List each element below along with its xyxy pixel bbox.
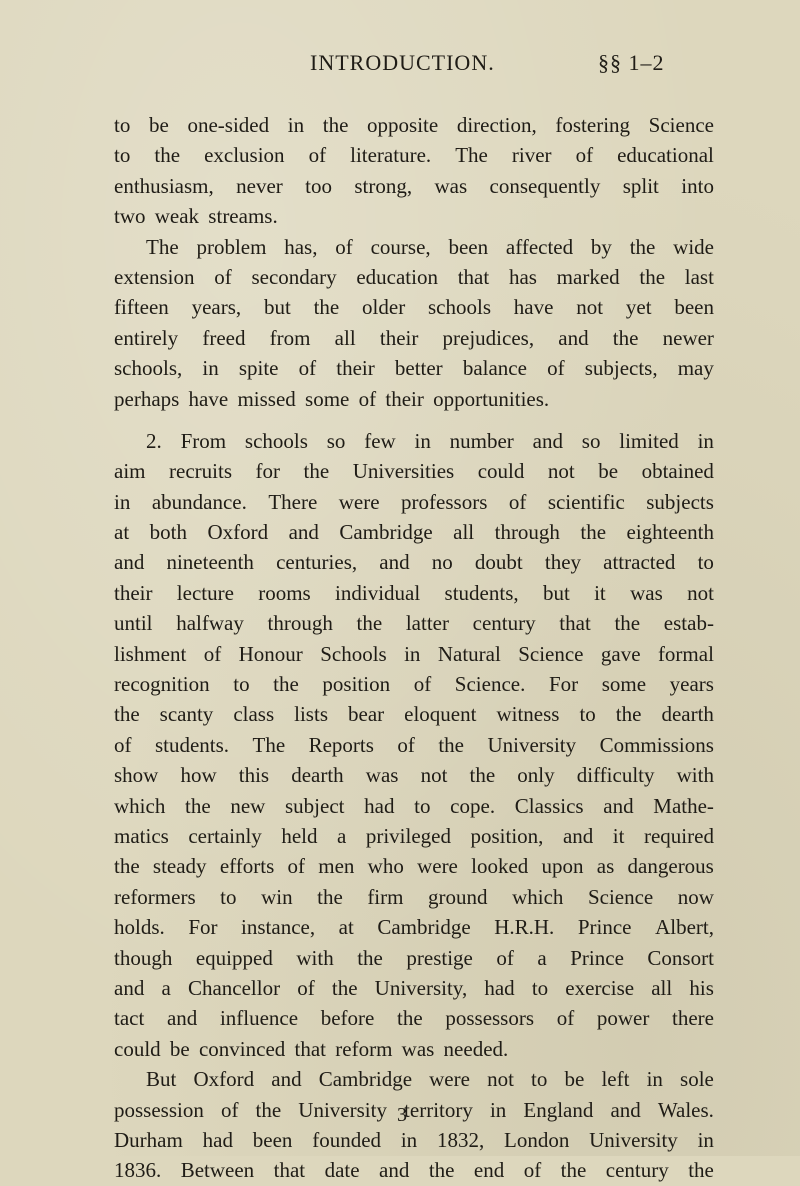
text-line: to be one-sided in the opposite direction, fostering Science bbox=[114, 113, 714, 137]
text-line: could be convinced that reform was needed. bbox=[114, 1036, 509, 1061]
text-line: enthusiasm, never too strong, was consequently split into bbox=[114, 173, 714, 198]
text-line: their lecture rooms individual students, but it was not bbox=[114, 580, 714, 605]
text-line: reformers to win the firm ground which Science now bbox=[114, 884, 714, 909]
text-line: The problem has, of course, been affected by the wide bbox=[146, 234, 714, 259]
text-line: fifteen years, but the older schools have not yet been bbox=[114, 295, 714, 320]
text-line: Durham had been founded in 1832, London University in bbox=[114, 1127, 714, 1152]
paragraph bbox=[114, 232, 714, 414]
text-line: in abundance. There were professors of scientific subjects bbox=[114, 489, 714, 514]
text-line: 1836. Between that date and the end of the century the bbox=[114, 1158, 714, 1183]
page-header bbox=[310, 50, 730, 80]
text-line: tact and influence before the possessors of power there bbox=[114, 1006, 714, 1031]
text-line: to the exclusion of literature. The river of educational bbox=[114, 143, 714, 168]
text-line: which the new subject had to cope. Classics and Mathe- bbox=[114, 793, 714, 818]
text-line: though equipped with the prestige of a Prince Consort bbox=[114, 945, 714, 970]
text-line: the steady efforts of men who were looked upon as dangerous bbox=[114, 854, 714, 879]
section-reference: §§ 1–2 bbox=[598, 50, 665, 75]
paragraph bbox=[114, 1064, 714, 1186]
text-line: and nineteenth centuries, and no doubt they attracted to bbox=[114, 550, 714, 575]
page-number: 3 bbox=[397, 1104, 407, 1126]
text-line: until halfway through the latter century that the estab- bbox=[114, 611, 714, 636]
text-line: But Oxford and Cambridge were not to be left in sole bbox=[146, 1067, 714, 1092]
text-line: the scanty class lists bear eloquent witness to the dearth bbox=[114, 702, 714, 727]
text-line: two weak streams. bbox=[114, 204, 278, 229]
paragraph-gap bbox=[114, 414, 714, 426]
text-line: recognition to the position of Science. For some years bbox=[114, 672, 714, 697]
text-line: entirely freed from all their prejudices, and the newer bbox=[114, 325, 714, 350]
text-line: 2. From schools so few in number and so limited in bbox=[146, 428, 714, 453]
text-line: matics certainly held a privileged position, and it required bbox=[114, 823, 714, 848]
text-line: at both Oxford and Cambridge all through the eighteenth bbox=[114, 520, 714, 545]
text-line: of students. The Reports of the University Commissions bbox=[114, 732, 714, 757]
text-line: show how this dearth was not the only difficulty with bbox=[114, 763, 714, 788]
text-line: holds. For instance, at Cambridge H.R.H. Prince Albert, bbox=[114, 915, 714, 940]
paragraph bbox=[114, 110, 714, 232]
text-line: possession of the University territory in England and Wales. bbox=[114, 1097, 714, 1122]
text-line: and a Chancellor of the University, had to exercise all his bbox=[114, 975, 714, 1000]
text-line: schools, in spite of their better balance of subjects, may bbox=[114, 356, 714, 381]
text-line: aim recruits for the Universities could not be obtained bbox=[114, 459, 714, 484]
text-line: perhaps have missed some of their opportunities. bbox=[114, 386, 550, 411]
body-text bbox=[114, 110, 714, 1186]
running-title: INTRODUCTION. bbox=[310, 50, 495, 75]
text-line: extension of secondary education that has marked the last bbox=[114, 264, 714, 289]
text-line: lishment of Honour Schools in Natural Science gave formal bbox=[114, 641, 714, 666]
paragraph bbox=[114, 426, 714, 1064]
